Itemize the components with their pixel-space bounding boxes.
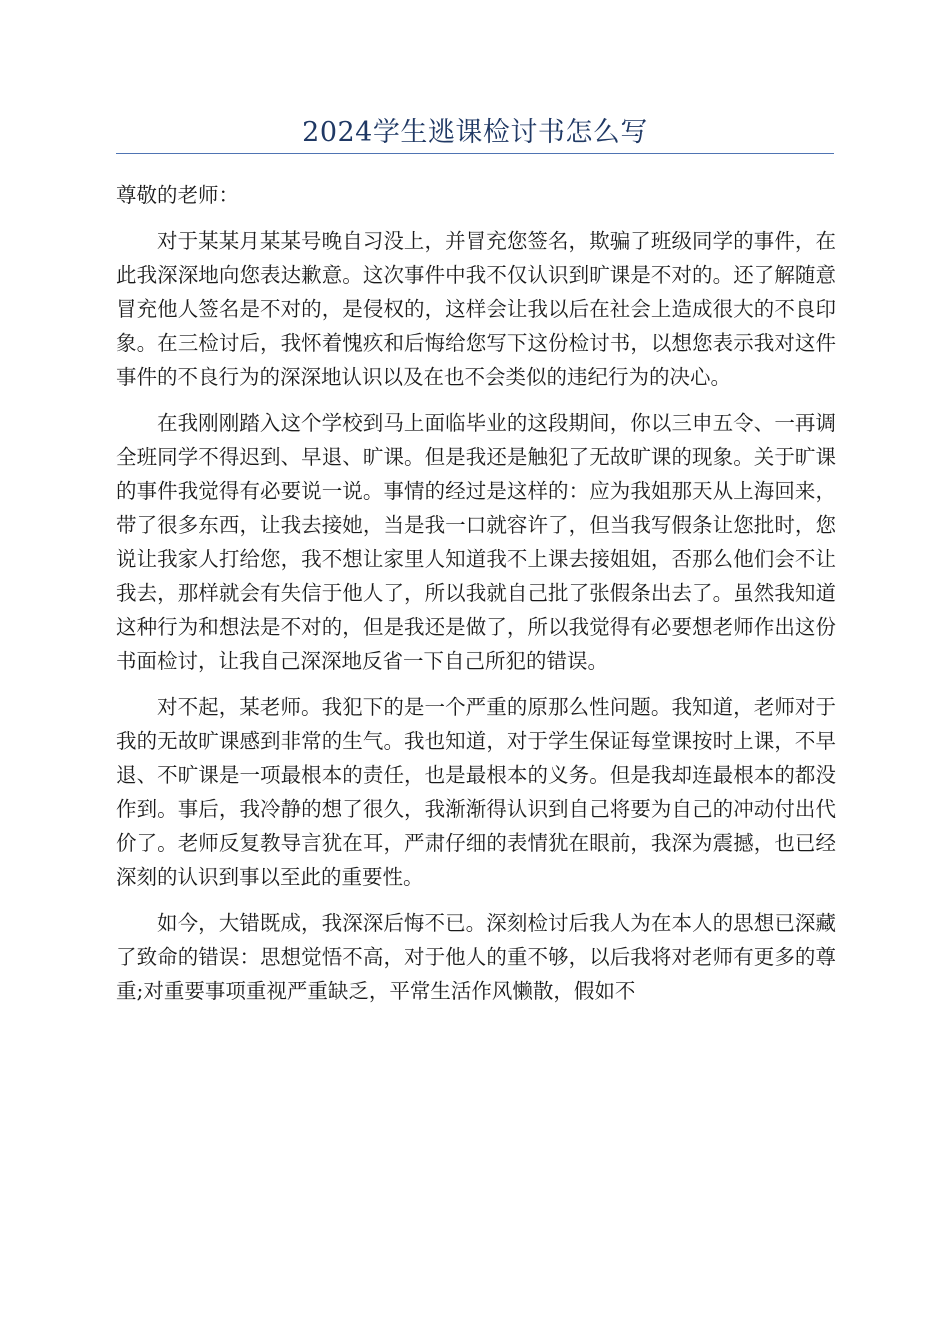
document-title: 2024学生逃课检讨书怎么写 [302,117,648,148]
salutation: 尊敬的老师： [116,183,239,207]
document-body [116,178,836,1020]
title-underline [116,153,834,154]
paragraph-3: 对不起，某老师。我犯下的是一个严重的原那么性问题。我知道，老师对于我的无故旷课感到非常的生气。我也知道，对于学生保证每堂课按时上课，不早退、不旷课是一项最根本的责任，也是最根本的义务。但是我却连最根本的都没作到。事后，我冷静的想了很久，我渐渐得认识到自己将要为自己的冲动付出代价了。老师反复教导言犹在耳，严肃仔细的表情犹在眼前，我深为震撼，也已经深刻的认识到事以至此的重要性。 [116,695,836,889]
paragraph-2: 在我刚刚踏入这个学校到马上面临毕业的这段期间，你以三申五令、一再调全班同学不得迟到、早退、旷课。但是我还是触犯了无故旷课的现象。关于旷课的事件我觉得有必要说一说。事情的经过是这样的：应为我姐那天从上海回来，带了很多东西，让我去接她，当是我一口就容许了，但当我写假条让您批时，您说让我家人打给您，我不想让家里人知道我不上课去接姐姐，否那么他们会不让我去，那样就会有失信于他人了，所以我就自己批了张假条出去了。虽然我知道这种行为和想法是不对的，但是我还是做了，所以我觉得有必要想老师作出这份书面检讨，让我自己深深地反省一下自己所犯的错误。 [116,411,836,673]
paragraph-1: 对于某某月某某号晚自习没上，并冒充您签名，欺骗了班级同学的事件，在此我深深地向您表达歉意。这次事件中我不仅认识到旷课是不对的。还了解随意冒充他人签名是不对的，是侵权的，这样会让我以后在社会上造成很大的不良印象。在三检讨后，我怀着愧疚和后悔给您写下这份检讨书，以想您表示我对这件事件的不良行为的深深地认识以及在也不会类似的违纪行为的决心。 [116,229,836,389]
paragraph-4: 如今，大错既成，我深深后悔不已。深刻检讨后我人为在本人的思想已深藏了致命的错误：思想觉悟不高，对于他人的重不够，以后我将对老师有更多的尊重;对重要事项重视严重缺乏，平常生活作风懒散，假如不 [116,911,836,1003]
